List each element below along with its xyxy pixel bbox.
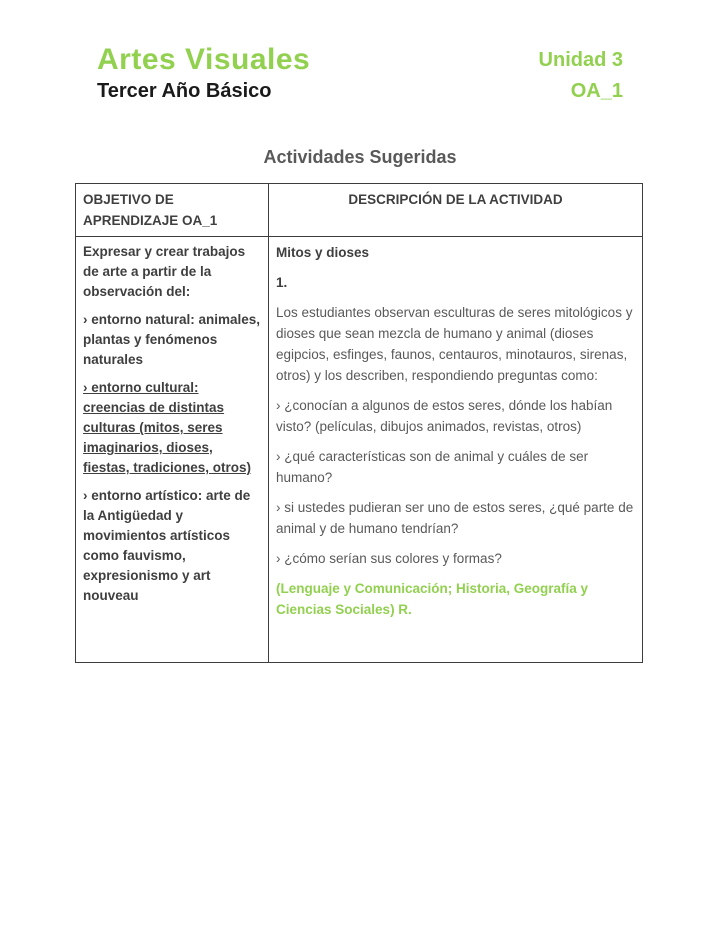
doc-subtitle: Tercer Año Básico bbox=[97, 80, 272, 102]
activities-table bbox=[75, 183, 643, 663]
activity-title: Mitos y dioses bbox=[276, 245, 370, 260]
activity-cell bbox=[269, 237, 643, 663]
objective-column-header: OBJETIVO DE APRENDIZAJE OA_1 bbox=[76, 184, 269, 237]
activity-intro: Los estudiantes observan esculturas de seres mitológicos y dioses que sean mezcla de humano y animal (dioses egipcios, esfinges, faunos, centauros, minotauros, sirenas, otros) y los describen, respondiendo preguntas como: bbox=[276, 305, 633, 383]
activity-question-4: › ¿cómo serían sus colores y formas? bbox=[276, 551, 502, 566]
document-header bbox=[97, 42, 623, 105]
objective-cell bbox=[76, 237, 269, 663]
unit-label: Unidad 3 bbox=[538, 49, 623, 71]
objective-item-cultural: › entorno cultural: creencias de distintas culturas (mitos, seres imaginarios, dioses, fiestas, tradiciones, otros) bbox=[83, 380, 252, 475]
activity-question-3: › si ustedes pudieran ser uno de estos seres, ¿qué parte de animal y de humano tendrían? bbox=[276, 500, 634, 536]
section-title: Actividades Sugeridas bbox=[263, 147, 457, 167]
objective-item-natural: › entorno natural: animales, plantas y fenómenos naturales bbox=[83, 312, 261, 367]
activity-question-2: › ¿qué características son de animal y cuáles de ser humano? bbox=[276, 449, 589, 485]
objective-intro: Expresar y crear trabajos de arte a partir de la observación del: bbox=[83, 244, 246, 299]
description-column-header: DESCRIPCIÓN DE LA ACTIVIDAD bbox=[269, 184, 643, 237]
subjects-note: (Lenguaje y Comunicación; Historia, Geografía y Ciencias Sociales) R. bbox=[276, 581, 589, 617]
activity-number: 1. bbox=[276, 275, 288, 290]
activity-question-1: › ¿conocían a algunos de estos seres, dónde los habían visto? (películas, dibujos animados, revistas, otros) bbox=[276, 398, 613, 434]
table-body-row bbox=[76, 237, 643, 663]
objective-item-artistic: › entorno artístico: arte de la Antigüedad y movimientos artísticos como fauvismo, expresionismo y art nouveau bbox=[83, 488, 251, 603]
doc-title: Artes Visuales bbox=[97, 43, 311, 76]
header-right-block bbox=[539, 42, 623, 105]
oa-code-label: OA_1 bbox=[570, 80, 623, 102]
table-header-row bbox=[76, 184, 643, 237]
header-left-block bbox=[97, 42, 310, 105]
